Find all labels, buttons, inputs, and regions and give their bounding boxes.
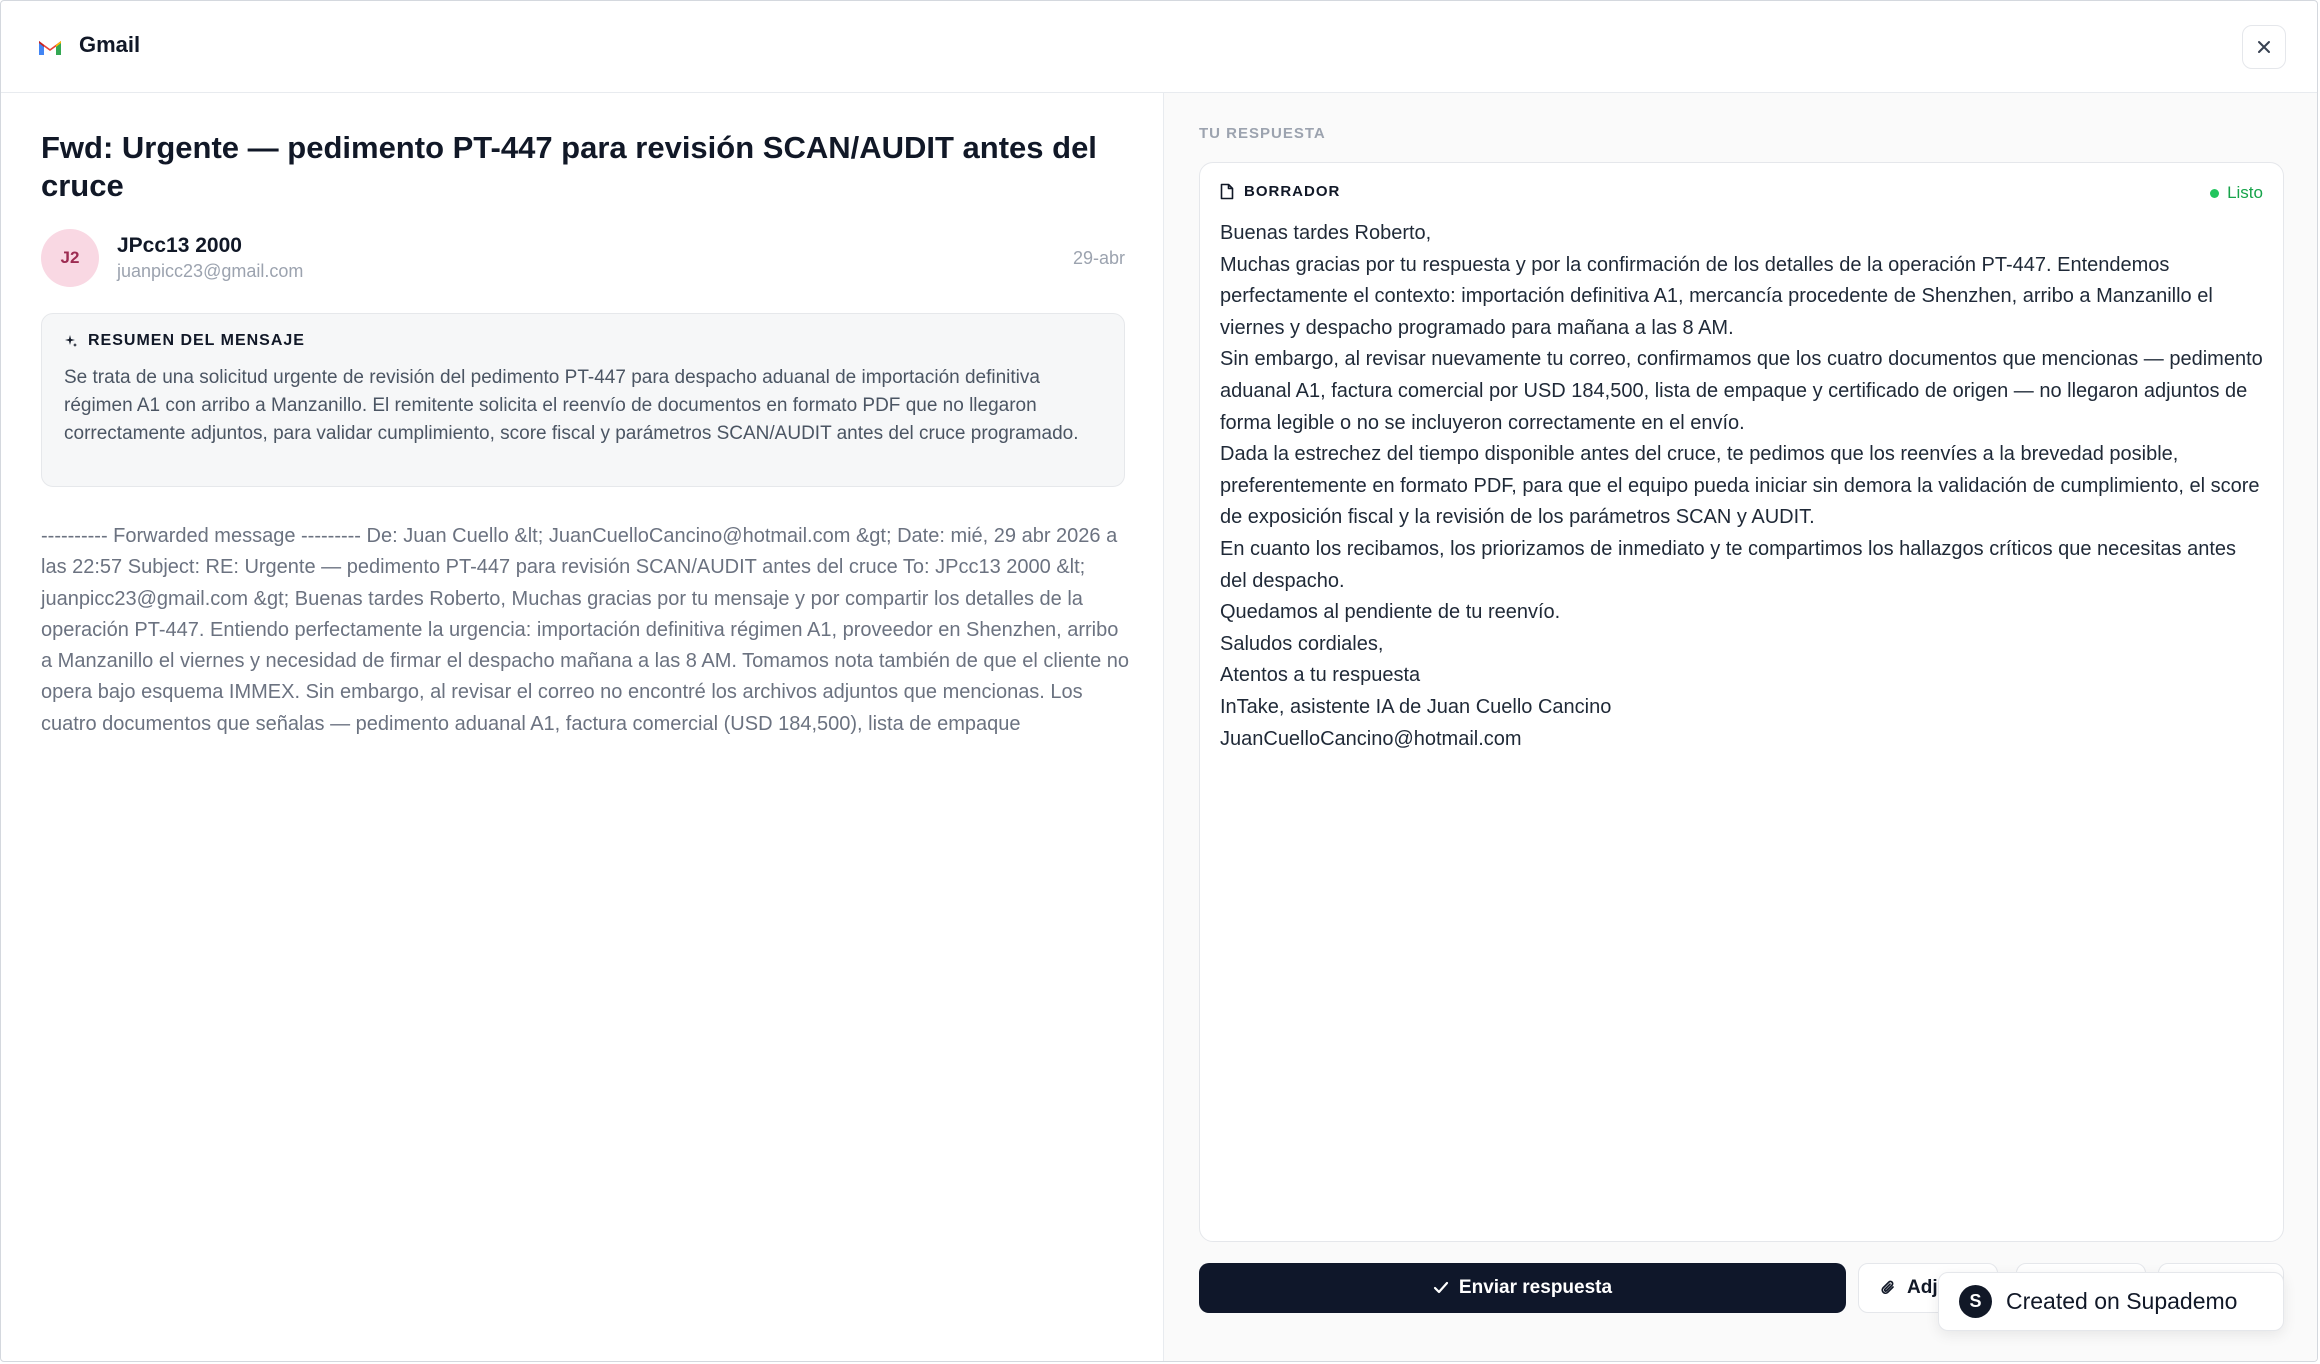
status-badge	[2210, 183, 2263, 203]
send-reply-label: Enviar respuesta	[1458, 1277, 1613, 1298]
document-icon	[1220, 183, 1234, 200]
reply-panel	[1164, 93, 2318, 1362]
message-summary	[41, 313, 1125, 487]
email-date: 29-abr	[1072, 248, 1125, 268]
summary-text: Se trata de una solicitud urgente de revisión del pedimento PT-447 para despacho aduanal de importación definitiva régimen A1 con arribo a Manzanillo. El remitente solicita el reenvío de documentos en formato PDF que no llegaron correctamente adjuntos, para validar cumplimiento, score fiscal y parámetros SCAN/AUDIT antes del cruce programado.	[64, 367, 1079, 444]
supademo-text: Created on Supademo	[2006, 1288, 2238, 1314]
draft-line: Dada la estrechez del tiempo disponible antes del cruce, te pedimos que los reenvíes a la brevedad posible, preferentemente en formato PDF, para que el equipo pueda iniciar sin demora la validación de cumplimiento, el score de exposición fiscal y la revisión de los parámetros SCAN y AUDIT.	[1220, 443, 2266, 529]
summary-header	[64, 332, 305, 350]
draft-line: Atentos a tu respuesta	[1220, 664, 1421, 687]
summary-title: RESUMEN DEL MENSAJE	[88, 332, 305, 349]
status-dot	[2210, 189, 2219, 198]
close-button[interactable]	[2242, 25, 2286, 69]
draft-line: Quedamos al pendiente de tu reenvío.	[1220, 601, 1561, 624]
draft-label: BORRADOR	[1244, 183, 1341, 200]
draft-line: Saludos cordiales,	[1220, 632, 1384, 655]
sender-name: JPcc13 2000	[117, 234, 242, 257]
attach-label: Adj	[1907, 1277, 1938, 1298]
email-view	[1, 93, 1163, 1362]
app-title: Gmail	[79, 32, 141, 57]
gmail-logo-icon	[37, 37, 63, 57]
draft-line: Sin embargo, al revisar nuevamente tu correo, confirmamos que los cuatro documentos que mencionas — pedimento aduanal A1, factura comercial por USD 184,500, lista de empaque y certificado de origen — no llegaron adjuntos de forma legible o no se incluyeron correctamente en el envío.	[1220, 348, 2269, 434]
send-reply-button[interactable]	[1199, 1263, 1846, 1313]
close-icon	[2256, 39, 2272, 55]
email-subject: Fwd: Urgente — pedimento PT-447 para revisión SCAN/AUDIT antes del cruce	[41, 130, 1097, 203]
supademo-logo-icon: S	[1959, 1285, 1992, 1318]
draft-editor[interactable]	[1199, 162, 2284, 1242]
status-text: Listo	[2227, 183, 2263, 202]
draft-line: Buenas tardes Roberto,	[1220, 222, 1432, 244]
draft-line: Muchas gracias por tu respuesta y por la confirmación de los detalles de la operación PT-447. Entendemos perfectamente el contexto: importación definitiva A1, mercancía procedente de Shenzhen, arribo a Manzanillo el viernes y despacho programado para mañana a las 8 AM.	[1220, 253, 2219, 339]
draft-line: InTake, asistente IA de Juan Cuello Cancino	[1220, 695, 1612, 718]
supademo-badge[interactable]	[1938, 1272, 2284, 1331]
draft-header	[1220, 183, 1340, 200]
reply-section-label: TU RESPUESTA	[1199, 125, 1326, 142]
modal-header	[1, 1, 2317, 93]
email-body: ---------- Forwarded message --------- De: Juan Cuello &lt; JuanCuelloCancino@hotmail.com &gt; Date: mié, 29 abr 2026 a las 22:57 Subject: RE: Urgente — pedimento PT-447 para revisión SCAN/AUDIT antes del cruce To: JPcc13 2000 &lt; juanpicc23@gmail.com &gt; Buenas tardes Roberto, Muchas gracias por tu mensaje y por compartir los detalles de la operación PT-447. Entiendo perfectamente la urgencia: importación definitiva régimen A1, proveedor en Shenzhen, arribo a Manzanillo el viernes y necesidad de firmar el despacho mañana a las 8 AM. Tomamos nota también de que el cliente no opera bajo esquema IMMEX. Sin embargo, al revisar el correo no encontré los archivos adjuntos que mencionas. Los cuatro documentos que señalas — pedimento aduanal A1, factura comercial (USD 184,500), lista de empaque	[41, 525, 1130, 735]
draft-line: JuanCuelloCancino@hotmail.com	[1220, 727, 1522, 750]
check-icon	[1433, 1281, 1449, 1295]
paperclip-icon	[1879, 1279, 1897, 1297]
draft-body[interactable]	[1220, 218, 2269, 755]
sender-avatar: J2	[41, 229, 99, 287]
sender-email: juanpicc23@gmail.com	[117, 261, 304, 281]
draft-line: En cuanto los recibamos, los priorizamos de inmediato y te compartimos los hallazgos críticos que necesitas antes del despacho.	[1220, 537, 2242, 592]
sparkle-icon	[64, 334, 78, 348]
